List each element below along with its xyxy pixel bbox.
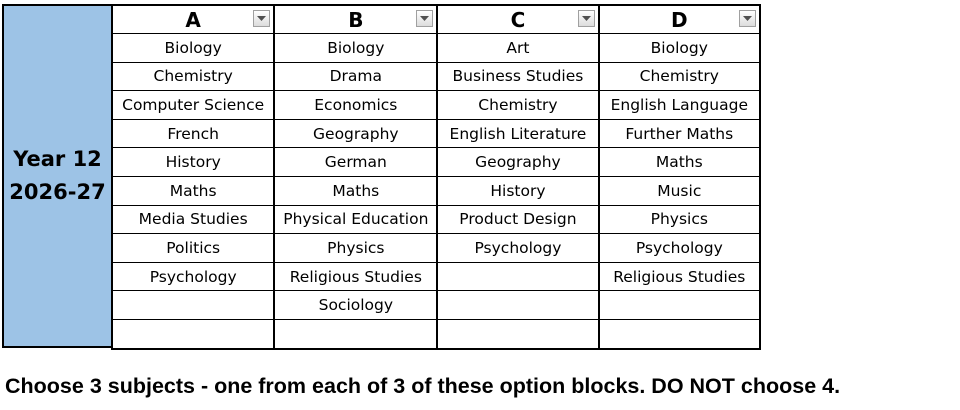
table-row <box>112 262 760 291</box>
column-header-d <box>599 5 760 34</box>
dropdown-arrow-icon <box>257 16 266 22</box>
table-row <box>112 34 760 63</box>
table-row <box>112 176 760 205</box>
subject-cell[interactable]: Geography <box>274 119 437 148</box>
subject-cell[interactable]: Computer Science <box>112 91 274 120</box>
subject-cell[interactable]: Drama <box>274 62 437 91</box>
subject-cell[interactable]: Psychology <box>599 234 760 263</box>
filter-dropdown-button[interactable] <box>739 10 756 27</box>
subject-cell[interactable]: Biology <box>599 34 760 63</box>
subject-cell[interactable] <box>112 291 274 320</box>
subject-cell[interactable]: Chemistry <box>112 62 274 91</box>
subject-cell[interactable]: Biology <box>274 34 437 63</box>
table-row <box>112 119 760 148</box>
subject-cell[interactable] <box>274 319 437 348</box>
column-header-label: C <box>510 7 526 32</box>
subject-cell[interactable]: Psychology <box>437 234 598 263</box>
subject-cell[interactable] <box>112 319 274 348</box>
subject-cell[interactable]: Business Studies <box>437 62 598 91</box>
subject-cell[interactable]: Physics <box>599 205 760 234</box>
subject-rows <box>112 34 760 349</box>
year-label: Year 12 <box>13 147 102 171</box>
table-row <box>112 319 760 348</box>
column-header-c <box>437 5 598 34</box>
subject-cell[interactable]: Politics <box>112 234 274 263</box>
subject-cell[interactable]: Further Maths <box>599 119 760 148</box>
table-row <box>112 205 760 234</box>
subject-cell[interactable]: Psychology <box>112 262 274 291</box>
filter-dropdown-button[interactable] <box>578 10 595 27</box>
subject-cell[interactable]: History <box>437 176 598 205</box>
subject-cell[interactable]: Chemistry <box>437 91 598 120</box>
subject-cell[interactable]: Economics <box>274 91 437 120</box>
subject-cell[interactable]: German <box>274 148 437 177</box>
subject-cell[interactable] <box>599 319 760 348</box>
dropdown-arrow-icon <box>582 16 591 22</box>
subject-cell[interactable]: History <box>112 148 274 177</box>
subject-cell[interactable]: English Language <box>599 91 760 120</box>
dropdown-arrow-icon <box>743 16 752 22</box>
subject-cell[interactable]: Physics <box>274 234 437 263</box>
table-row <box>112 148 760 177</box>
filter-dropdown-button[interactable] <box>416 10 433 27</box>
subject-cell[interactable]: Geography <box>437 148 598 177</box>
table-row <box>112 91 760 120</box>
subject-cell[interactable] <box>437 291 598 320</box>
column-header-a <box>112 5 274 34</box>
subject-cell[interactable]: Physical Education <box>274 205 437 234</box>
column-header-label: D <box>670 7 688 32</box>
academic-year-label: 2026-27 <box>9 180 106 204</box>
year-cell <box>2 4 113 348</box>
subject-cell[interactable]: Biology <box>112 34 274 63</box>
subject-cell[interactable]: Sociology <box>274 291 437 320</box>
subject-cell[interactable]: Music <box>599 176 760 205</box>
header-row <box>112 5 760 34</box>
subject-cell[interactable]: Maths <box>112 176 274 205</box>
subject-cell[interactable]: Product Design <box>437 205 598 234</box>
subject-cell[interactable] <box>437 262 598 291</box>
option-blocks-table <box>111 4 761 350</box>
table-row <box>112 62 760 91</box>
column-header-label: A <box>185 7 201 32</box>
subject-cell[interactable]: Chemistry <box>599 62 760 91</box>
subject-cell[interactable]: Maths <box>274 176 437 205</box>
subject-cell[interactable]: Maths <box>599 148 760 177</box>
subject-cell[interactable] <box>599 291 760 320</box>
option-blocks-sheet <box>2 4 761 348</box>
subject-cell[interactable]: Art <box>437 34 598 63</box>
table-row <box>112 291 760 320</box>
dropdown-arrow-icon <box>420 16 429 22</box>
subject-cell[interactable]: Religious Studies <box>274 262 437 291</box>
filter-dropdown-button[interactable] <box>253 10 270 27</box>
column-header-label: B <box>348 7 364 32</box>
subject-cell[interactable]: Media Studies <box>112 205 274 234</box>
table-row <box>112 234 760 263</box>
instruction-text: Choose 3 subjects - one from each of 3 of these option blocks. DO NOT choose 4. <box>5 374 841 398</box>
subject-cell[interactable]: English Literature <box>437 119 598 148</box>
column-header-b <box>274 5 437 34</box>
subject-cell[interactable]: Religious Studies <box>599 262 760 291</box>
subject-cell[interactable]: French <box>112 119 274 148</box>
subject-cell[interactable] <box>437 319 598 348</box>
